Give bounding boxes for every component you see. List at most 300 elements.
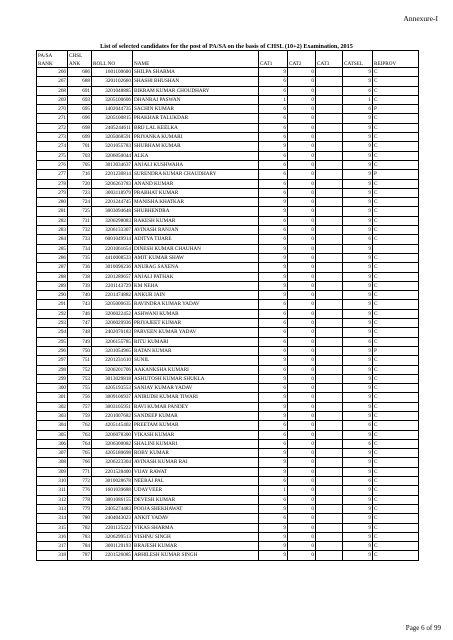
table-cell: AAKANKSHA KUMARI	[133, 365, 259, 374]
table-cell: C	[373, 449, 419, 458]
table-cell: 779	[68, 504, 92, 513]
table-cell: 783	[68, 532, 92, 541]
document-title: List of selected candidates for the post of PA/SA on the basis of CHSL (10+2) Examination, 2015	[100, 43, 353, 50]
table-cell: AVINASH KUMAR RAI	[133, 458, 259, 467]
table-cell: 6	[259, 77, 288, 86]
table-row	[37, 133, 419, 142]
table-row	[37, 253, 419, 262]
table-cell: 0	[288, 272, 316, 281]
table-cell: C	[373, 235, 419, 244]
col-rank-top: PA/SA	[37, 51, 68, 60]
table-cell: 784	[68, 542, 92, 551]
table-cell: 9	[259, 374, 288, 383]
table-cell: 304	[37, 421, 68, 430]
table-cell: 9	[259, 281, 288, 290]
table-cell: BRAJESH KUMAR	[133, 542, 259, 551]
table-cell: 1601100600	[92, 68, 133, 77]
table-cell: 0	[288, 170, 316, 179]
table-cell: 6	[259, 188, 288, 197]
table-cell: C	[373, 123, 419, 132]
table-cell: 740	[68, 291, 92, 300]
table-cell: 6	[343, 477, 373, 486]
table-cell: 699	[68, 133, 92, 142]
table-cell	[316, 160, 343, 169]
table-cell: 9	[343, 374, 373, 383]
table-cell: 9	[343, 207, 373, 216]
table-row	[37, 179, 419, 188]
table-cell: 9	[343, 198, 373, 207]
table-cell	[316, 551, 343, 560]
table-body	[37, 68, 419, 561]
table-cell: 739	[68, 281, 92, 290]
table-cell: 3206298083	[92, 216, 133, 225]
table-cell: 9	[343, 253, 373, 262]
table-cell: C	[373, 365, 419, 374]
table-cell	[316, 207, 343, 216]
table-cell: ANAND KUMAR	[133, 179, 259, 188]
table-cell: 311	[37, 486, 68, 495]
table-cell: 0	[288, 449, 316, 458]
table-row	[37, 458, 419, 467]
table-cell: 9	[259, 68, 288, 77]
table-cell: 9	[343, 346, 373, 355]
table-row	[37, 160, 419, 169]
table-cell: 6	[343, 421, 373, 430]
table-cell: RITU KUMARI	[133, 337, 259, 346]
col-empty	[92, 51, 133, 60]
col-reiprov: REIPROV	[373, 59, 419, 68]
table-cell: 776	[68, 486, 92, 495]
table-cell: 6	[259, 105, 288, 114]
table-cell	[316, 216, 343, 225]
table-cell: C	[373, 77, 419, 86]
table-cell: 0	[288, 356, 316, 365]
table-cell: 4205180698	[92, 449, 133, 458]
table-cell: 0	[288, 133, 316, 142]
table-cell: 9	[259, 291, 288, 300]
table-cell: 9	[259, 142, 288, 151]
candidates-table	[36, 50, 419, 561]
table-cell	[316, 272, 343, 281]
table-cell: 0	[288, 291, 316, 300]
table-cell: 698	[68, 123, 92, 132]
table-cell: 0	[288, 514, 316, 523]
table-cell: 9	[343, 123, 373, 132]
table-cell: 6	[259, 133, 288, 142]
table-cell	[316, 439, 343, 448]
table-cell: C	[373, 114, 419, 123]
table-row	[37, 77, 419, 86]
table-cell: SHASHI BHUSHAN	[133, 77, 259, 86]
table-cell: 277	[37, 170, 68, 179]
page-number: Page 6 of 99	[405, 624, 441, 632]
table-cell: C	[373, 86, 419, 95]
table-cell: POOJA SHEKHAWAT	[133, 504, 259, 513]
table-cell: 733	[68, 235, 92, 244]
table-row	[37, 142, 419, 151]
table-cell: 0	[288, 179, 316, 188]
table-cell	[316, 486, 343, 495]
table-cell: 691	[68, 86, 92, 95]
table-cell: C	[373, 281, 419, 290]
table-cell: 303	[37, 411, 68, 420]
table-cell: 9	[343, 77, 373, 86]
table-cell: 282	[37, 216, 68, 225]
table-row	[37, 328, 419, 337]
table-cell: 9	[259, 198, 288, 207]
table-cell: 298	[37, 365, 68, 374]
table-cell: C	[373, 198, 419, 207]
table-cell: 3003105951	[92, 402, 133, 411]
table-cell: AVINASH RANJAN	[133, 226, 259, 235]
table-cell: 9	[343, 170, 373, 179]
table-cell: C	[373, 179, 419, 188]
table-cell: ANKUR JAIN	[133, 291, 259, 300]
table-cell: 9	[343, 430, 373, 439]
table-cell: 2201244745	[92, 198, 133, 207]
table-cell: 6	[259, 328, 288, 337]
table-cell: 2201061654	[92, 244, 133, 253]
col-catsel: CATSEL	[343, 59, 373, 68]
table-cell: 0	[288, 532, 316, 541]
table-cell: VIKAS SHARMA	[133, 523, 259, 532]
table-cell: 9	[343, 319, 373, 328]
table-cell	[316, 346, 343, 355]
table-cell: 9	[259, 244, 288, 253]
table-cell: C	[373, 430, 419, 439]
table-cell: 9	[343, 291, 373, 300]
table-cell	[316, 430, 343, 439]
table-cell: 6	[259, 123, 288, 132]
table-cell	[316, 198, 343, 207]
table-row	[37, 523, 419, 532]
table-cell: 3010028678	[92, 477, 133, 486]
table-row	[37, 365, 419, 374]
table-cell: P	[373, 105, 419, 114]
table-cell: 279	[37, 188, 68, 197]
table-cell: 764	[68, 439, 92, 448]
table-cell: C	[373, 263, 419, 272]
table-cell: 9	[343, 179, 373, 188]
table-cell: 748	[68, 328, 92, 337]
table-cell: 3206029936	[92, 319, 133, 328]
table-cell: NEERAJ PAL	[133, 477, 259, 486]
table-row	[37, 504, 419, 513]
table-cell: 734	[68, 244, 92, 253]
table-cell: 696	[68, 114, 92, 123]
table-cell: 3201102660	[92, 77, 133, 86]
table-cell: 755	[68, 384, 92, 393]
table-cell: 9	[343, 458, 373, 467]
table-cell: SHUBHAM KUMAR	[133, 142, 259, 151]
table-cell: ASHWANI KUMAR	[133, 309, 259, 318]
table-cell	[373, 244, 419, 253]
table-cell: 1	[259, 486, 288, 495]
table-cell: 0	[288, 411, 316, 420]
table-cell: BIKRAM KUMAR CHOUDHARY	[133, 86, 259, 95]
table-cell: VIJAY RAWAT	[133, 467, 259, 476]
table-cell	[316, 319, 343, 328]
table-cell: 2201007682	[92, 411, 133, 420]
table-cell: 732	[68, 226, 92, 235]
table-cell: 2404043023	[92, 514, 133, 523]
table-cell: ASHUTOSH KUMAR SHUKLA	[133, 374, 259, 383]
table-cell	[316, 133, 343, 142]
table-cell: 292	[37, 309, 68, 318]
col-name: NAME	[133, 59, 259, 68]
table-cell: 316	[37, 532, 68, 541]
table-cell: C	[373, 421, 419, 430]
table-cell: 3206078300	[92, 430, 133, 439]
table-cell: 9	[343, 542, 373, 551]
table-cell: C	[373, 514, 419, 523]
table-cell: ANKIT YADAV	[133, 514, 259, 523]
table-cell: 6	[259, 235, 288, 244]
table-cell: 6	[259, 430, 288, 439]
table-cell: 9	[343, 486, 373, 495]
table-cell: 735	[68, 253, 92, 262]
col-empty	[373, 51, 419, 60]
table-cell	[316, 421, 343, 430]
table-cell: 317	[37, 542, 68, 551]
table-cell: 772	[68, 477, 92, 486]
table-cell: 9	[343, 114, 373, 123]
table-cell: 9	[343, 151, 373, 160]
table-cell: 0	[288, 300, 316, 309]
table-cell: 288	[37, 272, 68, 281]
table-cell: SANJAY KUMAR YADAV	[133, 384, 259, 393]
table-cell	[316, 532, 343, 541]
table-cell: 1402044735	[92, 105, 133, 114]
table-cell: 0	[288, 542, 316, 551]
table-cell: P	[373, 346, 419, 355]
table-cell: C	[373, 504, 419, 513]
table-cell: 3206201706	[92, 365, 133, 374]
table-cell: 0	[288, 253, 316, 262]
col-empty	[316, 51, 343, 60]
table-cell: 0	[288, 551, 316, 560]
table-row	[37, 188, 419, 197]
table-cell: 9	[259, 411, 288, 420]
table-cell: 6	[259, 477, 288, 486]
table-cell: 269	[37, 95, 68, 104]
table-cell: C	[373, 160, 419, 169]
table-cell: 693	[68, 95, 92, 104]
table-cell: 273	[37, 133, 68, 142]
table-cell: 4410008533	[92, 253, 133, 262]
table-cell: 6	[259, 86, 288, 95]
table-cell: 757	[68, 402, 92, 411]
table-cell	[316, 477, 343, 486]
table-cell: 9	[259, 402, 288, 411]
table-cell: 0	[288, 421, 316, 430]
table-cell: 295	[37, 337, 68, 346]
table-cell: 1	[259, 95, 288, 104]
table-cell: 3013029818	[92, 374, 133, 383]
table-row	[37, 495, 419, 504]
table-cell: 0	[288, 244, 316, 253]
table-cell: 275	[37, 151, 68, 160]
table-cell: C	[373, 226, 419, 235]
table-cell: C	[373, 291, 419, 300]
table-cell: 6	[259, 216, 288, 225]
table-cell: C	[373, 216, 419, 225]
table-row	[37, 449, 419, 458]
table-cell: RAVI KUMAR PANDEY	[133, 402, 259, 411]
table-cell: 0	[288, 216, 316, 225]
table-cell: 9	[343, 523, 373, 532]
table-cell: 6	[343, 337, 373, 346]
table-cell: RAKESH KUMAR	[133, 216, 259, 225]
table-cell: 0	[288, 384, 316, 393]
table-row	[37, 114, 419, 123]
table-cell: 267	[37, 77, 68, 86]
table-cell: 9	[343, 272, 373, 281]
table-cell: 766	[68, 458, 92, 467]
table-cell: ABHILESH KUMAR SINGH	[133, 551, 259, 560]
table-cell: C	[373, 393, 419, 402]
table-cell: 746	[68, 309, 92, 318]
table-row	[37, 123, 419, 132]
table-cell: C	[373, 319, 419, 328]
table-cell: 0	[288, 365, 316, 374]
table-cell: 3205100606	[92, 95, 133, 104]
table-cell: 6	[259, 170, 288, 179]
table-cell: 686	[68, 68, 92, 77]
table-cell: SURENDRA KUMAR CHAUDHARY	[133, 170, 259, 179]
table-cell	[316, 300, 343, 309]
table-cell: 309	[37, 467, 68, 476]
table-cell: C	[373, 207, 419, 216]
table-cell	[316, 263, 343, 272]
table-row	[37, 551, 419, 560]
table-cell: 9	[259, 458, 288, 467]
table-row	[37, 300, 419, 309]
table-cell: 6	[259, 160, 288, 169]
table-cell: 6	[343, 439, 373, 448]
table-cell: 307	[37, 449, 68, 458]
table-cell: ALKA	[133, 151, 259, 160]
table-cell: 3206300082	[92, 439, 133, 448]
table-cell: 6	[343, 86, 373, 95]
table-cell: C	[373, 551, 419, 560]
table-cell: 9	[259, 356, 288, 365]
table-cell: 720	[68, 179, 92, 188]
table-cell: 0	[288, 439, 316, 448]
table-cell: 0	[288, 477, 316, 486]
table-cell: 9	[343, 160, 373, 169]
table-cell	[316, 226, 343, 235]
table-row	[37, 486, 419, 495]
table-cell	[316, 253, 343, 262]
table-cell: C	[373, 523, 419, 532]
table-cell: 1	[343, 95, 373, 104]
table-cell: 9	[259, 551, 288, 560]
table-cell: KM NEHA	[133, 281, 259, 290]
table-cell: 9	[259, 263, 288, 272]
table-cell	[316, 523, 343, 532]
table-cell: DINESH KUMAR CHAUHAN	[133, 244, 259, 253]
table-cell: 9	[343, 309, 373, 318]
table-row	[37, 170, 419, 179]
table-cell: 752	[68, 365, 92, 374]
table-cell: 3206223304	[92, 458, 133, 467]
table-cell: 3205000635	[92, 300, 133, 309]
table-cell: 751	[68, 356, 92, 365]
table-cell: 738	[68, 272, 92, 281]
table-cell: 6	[259, 346, 288, 355]
table-cell: 6	[259, 114, 288, 123]
table-row	[37, 430, 419, 439]
table-cell: C	[373, 532, 419, 541]
table-cell: 0	[288, 123, 316, 132]
table-cell: 9	[343, 133, 373, 142]
table-row	[37, 346, 419, 355]
table-cell: 9	[343, 300, 373, 309]
table-cell: RATAN KUMAR	[133, 346, 259, 355]
table-cell: 0	[288, 188, 316, 197]
table-cell: 0	[288, 142, 316, 151]
col-roll-no: ROLL NO	[92, 59, 133, 68]
table-cell: 780	[68, 514, 92, 523]
table-cell: 716	[68, 170, 92, 179]
table-cell: 750	[68, 346, 92, 355]
table-cell: 9	[343, 365, 373, 374]
table-row	[37, 421, 419, 430]
table-cell: 749	[68, 337, 92, 346]
table-cell: 293	[37, 319, 68, 328]
table-row	[37, 337, 419, 346]
table-cell: PRIYANKA KUMARI	[133, 133, 259, 142]
table-cell: BRIJ LAL KEELKA	[133, 123, 259, 132]
table-cell: 0	[288, 430, 316, 439]
table-cell: 3206022452	[92, 309, 133, 318]
table-cell: 725	[68, 207, 92, 216]
table-cell: 274	[37, 142, 68, 151]
table-cell: 9	[343, 495, 373, 504]
table-cell: 0	[288, 393, 316, 402]
table-cell: 9	[343, 411, 373, 420]
table-cell: 723	[68, 188, 92, 197]
table-cell: SUNIL	[133, 356, 259, 365]
table-cell: 2402070183	[92, 328, 133, 337]
table-cell: 6	[259, 439, 288, 448]
table-row	[37, 244, 419, 253]
table-cell	[316, 328, 343, 337]
col-cat3: CAT3	[316, 59, 343, 68]
table-cell: 276	[37, 160, 68, 169]
table-cell	[316, 170, 343, 179]
table-cell: SANDEEP KUMAR	[133, 411, 259, 420]
table-cell: 3206133307	[92, 226, 133, 235]
table-cell	[316, 244, 343, 253]
table-row	[37, 374, 419, 383]
table-cell: 743	[68, 300, 92, 309]
table-cell: 284	[37, 235, 68, 244]
table-cell: 703	[68, 151, 92, 160]
table-cell: SHALINI KUMARI	[133, 439, 259, 448]
table-cell: 771	[68, 467, 92, 476]
table-cell: PARVEEN KUMAR YADAV	[133, 328, 259, 337]
table-cell: C	[373, 486, 419, 495]
table-cell	[316, 151, 343, 160]
table-cell: 705	[68, 160, 92, 169]
table-cell: 2201125222	[92, 523, 133, 532]
table-row	[37, 402, 419, 411]
table-cell: UDAYVEER	[133, 486, 259, 495]
table-cell: 6	[259, 337, 288, 346]
table-cell	[316, 86, 343, 95]
